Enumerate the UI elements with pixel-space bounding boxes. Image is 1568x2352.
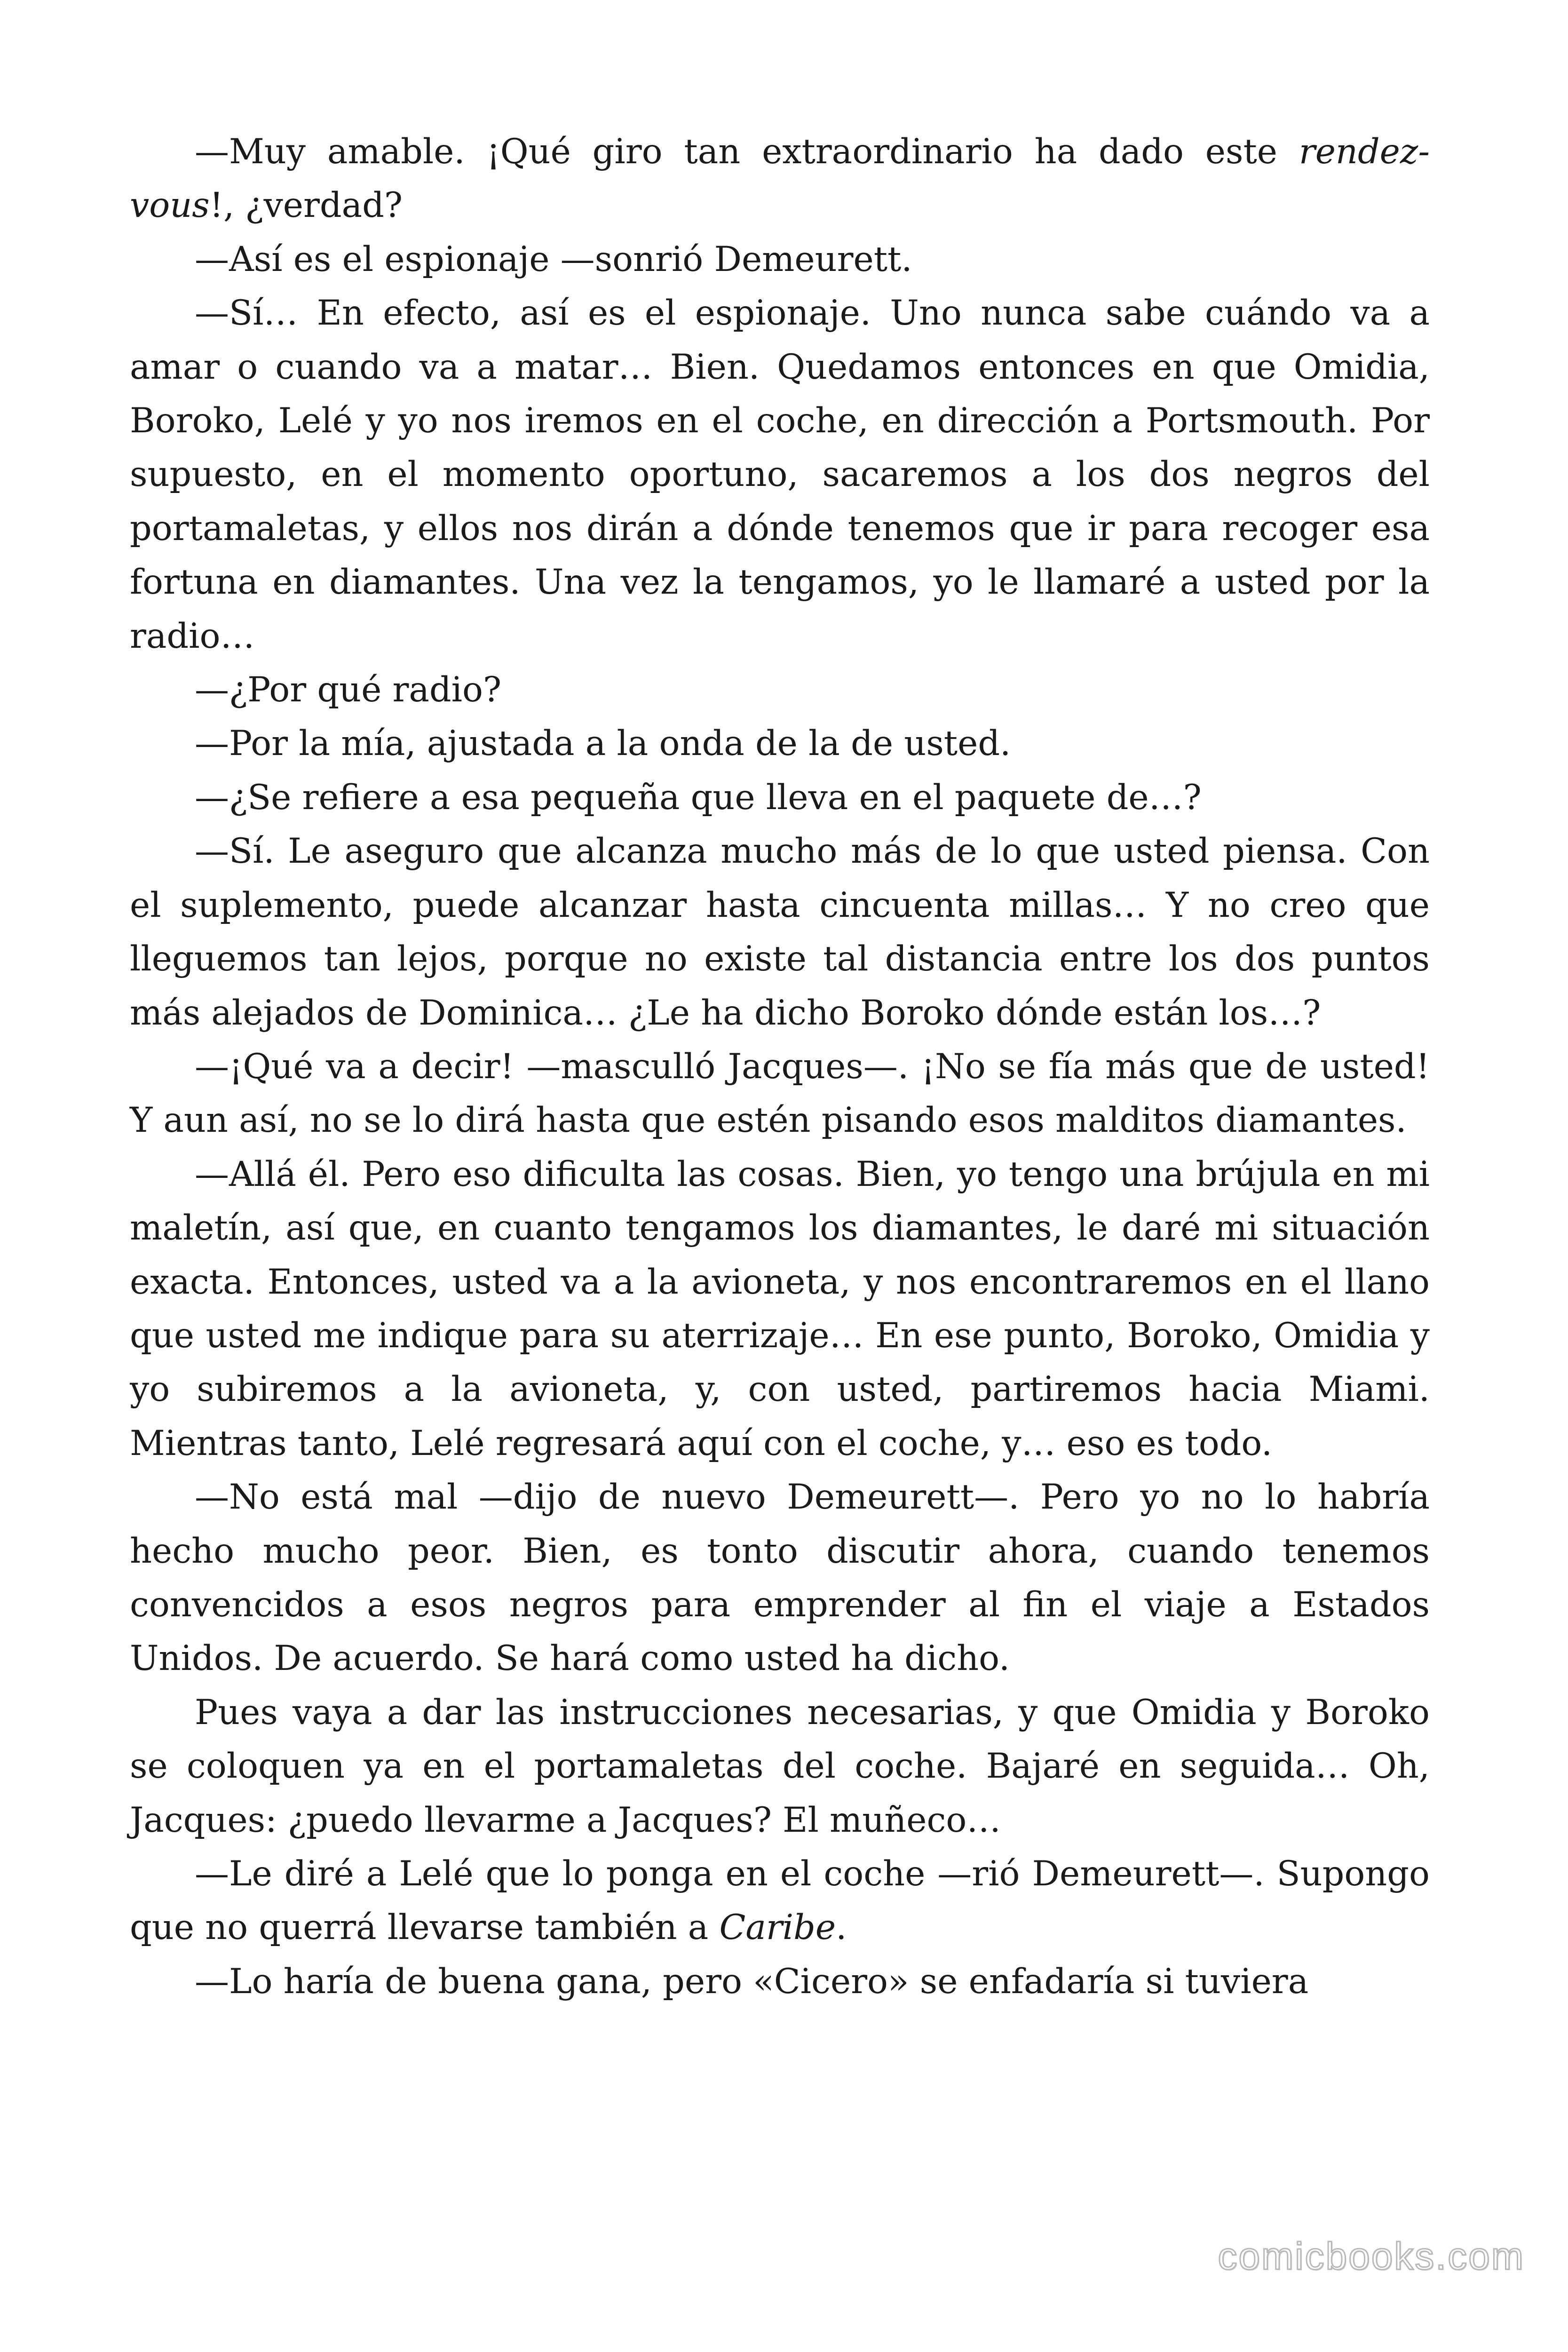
paragraph: —Allá él. Pero eso dificulta las cosas. Bien, yo tengo una brújula en mi maletín, así que, en cuanto tengamos los diamantes, le daré mi situación exacta. Entonces, usted va a la avioneta, y nos encontraremos en el llano que usted me indique para su aterrizaje… En ese punto, Boroko, Omidia y yo subiremos a la avioneta, y, con usted, partiremos hacia Miami. Mientras tanto, Lelé regresará aquí con el coche, y… eso es todo. [130,1154,1430,1463]
paragraph: —Así es el espionaje —sonrió Demeurett. [195,239,912,279]
paragraph: —¡Qué va a decir! —masculló Jacques—. ¡No se fía más que de usted! Y aun así, no se lo dirá hasta que estén pisando esos malditos diamantes. [130,1046,1430,1141]
paragraph: —Por la mía, ajustada a la onda de la de usted. [195,723,1011,764]
page-body-text [130,125,1430,2009]
paragraph: —¿Se refiere a esa pequeña que lleva en el paquete de…? [195,777,1202,818]
paragraph: —Muy amable. ¡Qué giro tan extraordinario ha dado este rendez-vous!, ¿verdad? [130,132,1430,226]
paragraph: —Sí… En efecto, así es el espionaje. Uno nunca sabe cuándo va a amar o cuando va a matar… Bien. Quedamos entonces en que Omidia, Boroko, Lelé y yo nos iremos en el coche, en dirección a Portsmouth. Por supuesto, en el momento oportuno, sacaremos a los dos negros del portamaletas, y ellos nos dirán a dónde tenemos que ir para recoger esa fortuna en diamantes. Una vez la tengamos, yo le llamaré a usted por la radio… [130,293,1430,656]
watermark-logo: comicbooks.com [1218,2235,1525,2278]
paragraph: Pues vaya a dar las instrucciones necesarias, y que Omidia y Boroko se coloquen ya en el portamaletas del coche. Bajaré en seguida… Oh, Jacques: ¿puedo llevarme a Jacques? El muñeco… [130,1692,1430,1840]
paragraph: —¿Por qué radio? [195,670,502,710]
paragraph: —Sí. Le aseguro que alcanza mucho más de lo que usted piensa. Con el suplemento, puede alcanzar hasta cincuenta millas… Y no creo que lleguemos tan lejos, porque no existe tal distancia entre los dos puntos más alejados de Dominica… ¿Le ha dicho Boroko dónde están los…? [130,831,1430,1033]
paragraph: —Lo haría de buena gana, pero «Cicero» se enfadaría si tuviera [195,1961,1309,2002]
paragraph: —No está mal —dijo de nuevo Demeurett—. Pero yo no lo habría hecho mucho peor. Bien, es tonto discutir ahora, cuando tenemos convencidos a esos negros para emprender al fin el viaje a Estados Unidos. De acuerdo. Se hará como usted ha dicho. [130,1477,1430,1679]
paragraph: —Le diré a Lelé que lo ponga en el coche —rió Demeurett—. Supongo que no querrá llevarse también a Caribe. [130,1854,1430,1948]
